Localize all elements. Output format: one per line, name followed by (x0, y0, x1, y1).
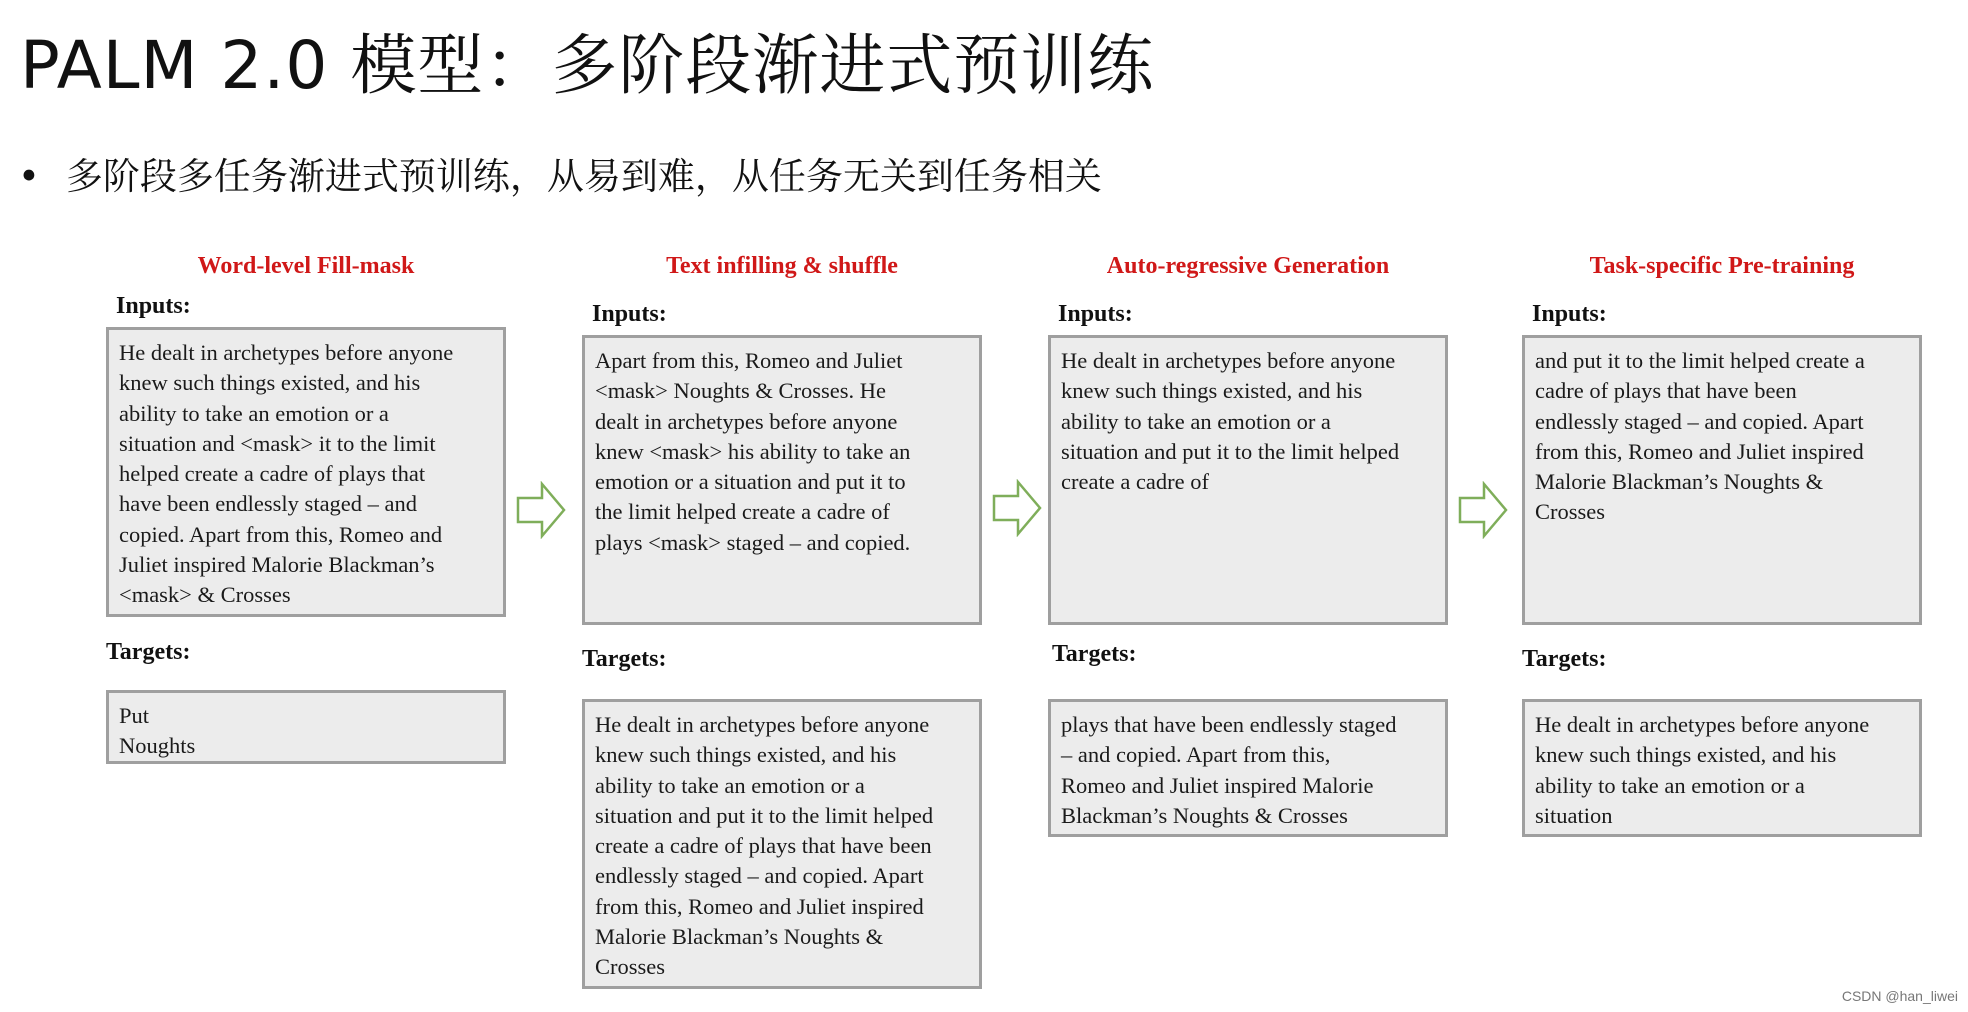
stage-title: Text infilling & shuffle (666, 253, 898, 279)
targets-label: Targets: (582, 646, 667, 672)
targets-box (106, 690, 506, 764)
bullet-marker: • (18, 155, 40, 198)
bullet-point (18, 146, 1102, 200)
inputs-box (582, 335, 982, 625)
inputs-text: and put it to the limit helped create a cadre of plays that have been endlessly staged – and copied. Apart from this, Romeo and Juliet inspired Malorie Blackman’s Noughts & Crosses (1535, 348, 1865, 525)
targets-box (1048, 699, 1448, 837)
inputs-text: He dealt in archetypes before anyone knew such things existed, and his ability to take an emotion or a situation and put it to the limit helped create a cadre of (1061, 348, 1400, 495)
inputs-box (1048, 335, 1448, 625)
stage-title: Task-specific Pre-training (1589, 253, 1855, 279)
inputs-text: He dealt in archetypes before anyone knew such things existed, and his ability to take an emotion or a situation and <mask> it to the limit helped create a cadre of plays that have been endlessly staged – and copied. Apart from this, Romeo and Juliet inspired Malorie Blackman’s <mask> & Crosses (119, 340, 454, 608)
inputs-label: Inputs: (592, 301, 667, 327)
targets-box (1522, 699, 1922, 837)
right-arrow-icon (516, 481, 566, 539)
targets-text: He dealt in archetypes before anyone knew such things existed, and his ability to take an emotion or a situation (1535, 712, 1870, 828)
stage-title: Word-level Fill-mask (197, 253, 415, 279)
inputs-label: Inputs: (116, 293, 191, 319)
inputs-box (106, 327, 506, 617)
right-arrow-icon (1458, 481, 1508, 539)
inputs-label: Inputs: (1058, 301, 1133, 327)
inputs-label: Inputs: (1532, 301, 1607, 327)
stage-title: Auto-regressive Generation (1106, 253, 1390, 279)
inputs-box (1522, 335, 1922, 625)
targets-label: Targets: (1522, 646, 1607, 672)
page-title: PALM 2.0 模型：多阶段渐进式预训练 (20, 27, 1155, 104)
targets-text: plays that have been endlessly staged – and copied. Apart from this, Romeo and Juliet inspired Malorie Blackman’s Noughts & Crosses (1061, 712, 1397, 828)
watermark-text: CSDN @han_liwei (1841, 988, 1958, 1004)
targets-text: Put Noughts (119, 703, 196, 759)
bullet-text: 多阶段多任务渐进式预训练，从易到难，从任务无关到任务相关 (65, 155, 1102, 198)
targets-box (582, 699, 982, 989)
right-arrow-icon (992, 479, 1042, 537)
targets-label: Targets: (106, 639, 191, 665)
inputs-text: Apart from this, Romeo and Juliet <mask> Noughts & Crosses. He dealt in archetypes before anyone knew <mask> his ability to take an emotion or a situation and put it to the limit helped create a cadre of plays <mask> staged – and copied. (595, 348, 911, 555)
targets-text: He dealt in archetypes before anyone knew such things existed, and his ability to take an emotion or a situation and put it to the limit helped create a cadre of plays that have been endlessly staged – and copied. Apart from this, Romeo and Juliet inspired Malorie Blackman’s Noughts & Crosses (595, 712, 934, 980)
targets-label: Targets: (1052, 641, 1137, 667)
